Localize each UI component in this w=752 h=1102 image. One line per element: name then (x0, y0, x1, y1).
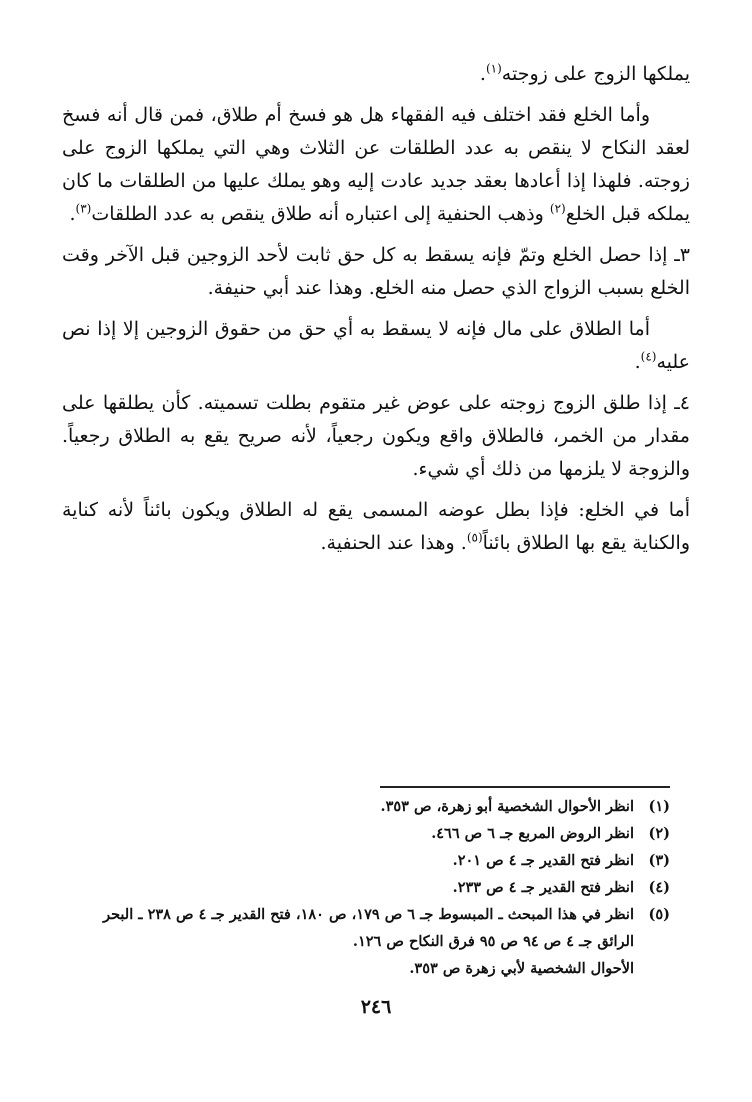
footnote-1 (62, 793, 670, 820)
paragraph-tail: . (634, 351, 641, 373)
paragraph-tail: . (69, 203, 76, 225)
footnote-number: (٢) (648, 825, 670, 842)
paragraph-text: ٣ـ إذا حصل الخلع وتمّ فإنه يسقط به كل حق ثابت لأحد الزوجين قبل الآخر وقت الخلع بسبب الزواج الذي حصل منه الخلع. وهذا عند أبي حنيفة. (62, 244, 690, 299)
footnote-ref-4: (٤) (640, 349, 657, 364)
paragraph-4 (62, 313, 690, 379)
main-text (62, 58, 690, 568)
footnote-3 (62, 847, 670, 874)
footnote-ref-5: (٥) (466, 530, 483, 545)
paragraph-text: أما الطلاق على مال فإنه لا يسقط به أي حق من حقوق الزوجين إلا إذا نص عليه (62, 318, 690, 373)
paragraph-3 (62, 239, 690, 305)
footnote-text: انظر فتح القدير جـ ٤ ص ٢٣٣. (452, 879, 634, 896)
paragraph-text: يملكها الزوج على زوجته (501, 63, 690, 85)
footnote-ref-1: (١) (485, 61, 502, 76)
footnote-number: (٤) (648, 879, 670, 896)
footnote-number: (٣) (648, 852, 670, 869)
paragraph-text: وأما الخلع فقد اختلف فيه الفقهاء هل هو فسخ أم طلاق، فمن قال أنه فسخ لعقد النكاح لا ينقص به عدد الطلقات عن الثلاث وهي التي يملكها الزوج على زوجته. فلهذا إذا أعادها بعقد جديد عادت إليه وهو يملك عليها من الطلقات ما كان يملكه قبل الخلع (62, 104, 690, 225)
footnote-ref-3: (٣) (75, 201, 92, 216)
footnotes (62, 793, 670, 982)
paragraph-tail: وذهب الحنفية إلى اعتباره أنه طلاق ينقص به عدد الطلقات (91, 203, 550, 225)
paragraph-5 (62, 387, 690, 486)
footnote-4 (62, 874, 670, 901)
footnote-divider (380, 786, 670, 788)
paragraph-tail: . وهذا عند الحنفية. (320, 532, 467, 554)
paragraph-text: أما في الخلع: فإذا بطل عوضه المسمى يقع له الطلاق ويكون بائناً لأنه كناية والكناية يقع بها الطلاق بائناً (62, 499, 690, 554)
footnote-ref-2: (٢) (549, 201, 566, 216)
footnote-text: انظر فتح القدير جـ ٤ ص ٢٠١. (452, 852, 634, 869)
page-number: ٢٤٦ (360, 996, 392, 1018)
paragraph-6 (62, 494, 690, 560)
footnote-text-continuation: الأحوال الشخصية لأبي زهرة ص ٣٥٣. (409, 960, 634, 977)
footnote-2 (62, 820, 670, 847)
paragraph-tail: . (479, 63, 486, 85)
footnote-text: انظر الأحوال الشخصية أبو زهرة، ص ٣٥٣. (380, 798, 634, 815)
paragraph-2 (62, 99, 690, 231)
footnote-number: (٥) (648, 906, 670, 923)
footnote-number: (١) (648, 798, 670, 815)
footnote-text: انظر الروض المربع جـ ٦ ص ٤٦٦. (431, 825, 634, 842)
paragraph-text: ٤ـ إذا طلق الزوج زوجته على عوض غير متقوم بطلت تسميته. كأن يطلقها على مقدار من الخمر، فالطلاق واقع ويكون رجعياً، لأنه صريح يقع به الطلاق رجعياً. والزوجة لا يلزمها من ذلك أي شيء. (62, 392, 690, 480)
footnote-text-main: انظر في هذا المبحث ـ المبسوط جـ ٦ ص ١٧٩، ص ١٨٠، فتح القدير جـ ٤ ص ٢٣٨ ـ البحر الرائق جـ ٤ ص ٩٤ ص ٩٥ فرق النكاح ص ١٢٦. (103, 906, 634, 950)
footnote-5 (62, 901, 670, 982)
paragraph-1 (62, 58, 690, 91)
footnote-text (62, 901, 634, 982)
